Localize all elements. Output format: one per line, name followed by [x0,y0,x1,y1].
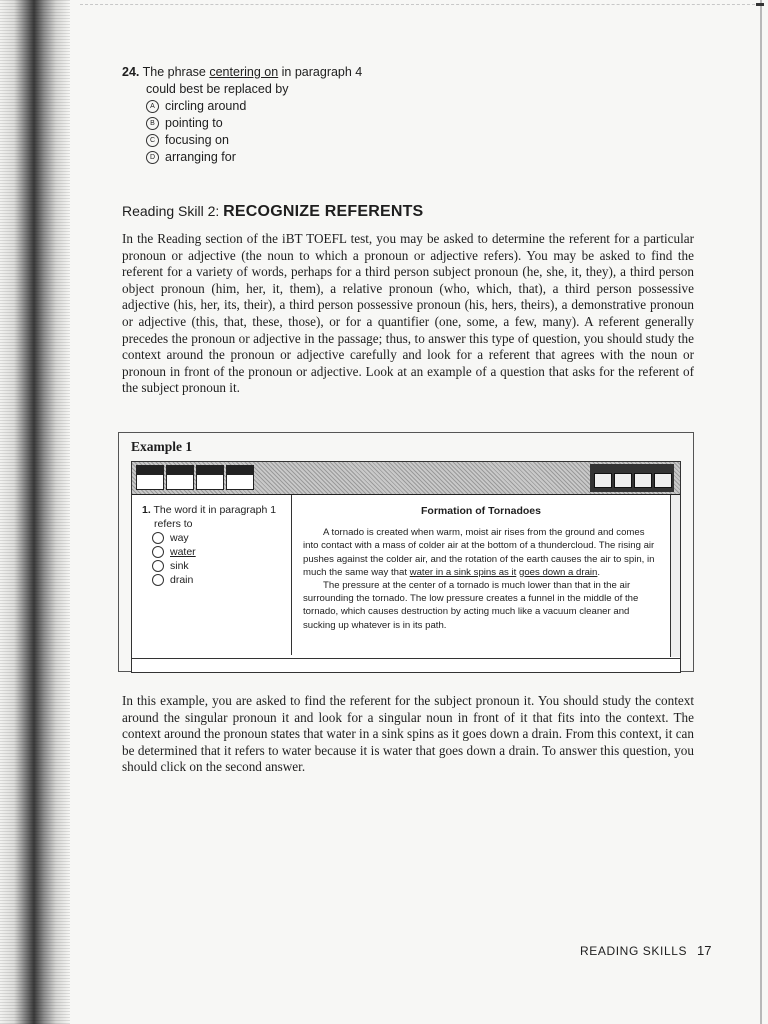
test-toolbar [132,462,680,495]
answer-option[interactable] [142,559,291,573]
answer-option[interactable] [142,573,291,587]
question-line2: could best be replaced by [146,82,289,96]
example-question-line1: The word it in paragraph 1 [153,504,277,516]
option-text: pointing to [165,116,223,130]
intro-paragraph [122,231,694,397]
radio-icon [152,574,164,586]
example-question-line2: refers to [154,518,193,530]
answer-option[interactable] [142,531,291,545]
option-text: arranging for [165,150,236,164]
next-button[interactable] [654,473,672,488]
option-letter-icon: D [146,151,159,164]
example-box [118,432,694,672]
answer-text: sink [170,560,189,572]
passage-text: A tornado is created when warm, moist air rises from the ground and comes into contact with a mass of colder air at the bottom of a thundercloud. The rising air pushes against the colder air, and the rotation of the earth causes the air to spin, in much the same way that [303,527,655,578]
skill-title: RECOGNIZE REFERENTS [223,203,424,220]
option-d[interactable] [122,149,362,166]
option-c[interactable] [122,132,362,149]
example-question-number: 1. [142,504,151,516]
answer-text: way [170,532,189,544]
skill-prefix: Reading Skill 2: [122,203,220,219]
passage-underline-1: water in a sink spins as it [409,566,517,578]
option-text: focusing on [165,133,229,147]
explanation-text: In this example, you are asked to find the referent for the subject pronoun it. You should study the context around the singular pronoun it and look for a singular noun in front of it that fits into the context. The context around the pronoun states that water in a sink spins as it goes down a drain. From this context, it can be determined that it refers to water because it is water that goes down a drain. To answer this question, you should click on the second answer. [122,693,694,775]
question-phrase: centering on [209,65,279,79]
toolbar-button[interactable] [196,474,224,490]
answer-text: drain [170,574,194,586]
question-24 [122,64,362,166]
test-screen [131,461,681,673]
option-letter-icon: C [146,134,159,147]
intro-text: In the Reading section of the iBT TOEFL test, you may be asked to determine the referent for a particular pronoun or adjective (the noun to which a pronoun or adjective refers). You may be asked to find the referent for a variety of words, perhaps for a third person subject pronoun (he, she, it, they), a third person object pronoun (him, her, it, them), a relative pronoun (who, which, that), a third person possessive adjective (his, her, its, their), a third person possessive pronoun (his, hers, theirs), a demonstrative pronoun or adjective (this, that, these, those), or for a quantifier (one, some, a few, many). A referent generally precedes the pronoun or adjective in the passage; thus, to answer this type of question, you should study the context around the pronoun or adjective carefully and look for a referent that agrees with the noun or pronoun in front of the pronoun or adjective. Look at an example of a question that asks for the referent of the subject pronoun it. [122,231,694,396]
top-edge-line [80,4,760,5]
explanation-paragraph [122,693,694,776]
option-b[interactable] [122,115,362,132]
passage-title: Formation of Tornadoes [421,505,541,517]
question-text-pre: The phrase [142,65,210,79]
review-button[interactable] [594,473,612,488]
passage-underline-2: goes down a drain [518,566,598,578]
radio-icon [152,546,164,558]
nav-buttons [590,464,674,492]
book-spine-shadow [0,0,70,1024]
page-number: 17 [697,943,712,958]
passage-text-end: . [597,566,601,578]
passage-pane [293,495,669,657]
passage-paragraph-1 [303,526,659,579]
passage-paragraph-2: The pressure at the center of a tornado is much lower than that in the air surrounding the tornado. The low pressure creates a funnel in the middle of the tornado, which causes destruction by acting much like a vacuum cleaner and sucking up whatever is in its path. [303,580,639,631]
skill-heading [122,203,423,221]
help-button[interactable] [614,473,632,488]
question-text-post: in paragraph 4 [278,65,363,79]
option-letter-icon: A [146,100,159,113]
right-edge-mark [756,3,764,6]
question-pane [132,495,292,655]
right-edge-line [760,0,762,1024]
option-letter-icon: B [146,117,159,130]
back-button[interactable] [634,473,652,488]
option-a[interactable] [122,98,362,115]
radio-icon [152,532,164,544]
toolbar-button[interactable] [136,474,164,490]
example-title: Example 1 [131,439,193,454]
option-text: circling around [165,99,247,113]
question-number: 24. [122,65,140,79]
answer-text: water [170,546,196,558]
running-footer: READING SKILLS [580,944,688,958]
toolbar-button[interactable] [226,474,254,490]
radio-icon [152,560,164,572]
screen-bottom-line [132,658,680,659]
toolbar-button[interactable] [166,474,194,490]
passage-scrollbar[interactable] [670,495,680,657]
answer-option[interactable] [142,545,291,559]
